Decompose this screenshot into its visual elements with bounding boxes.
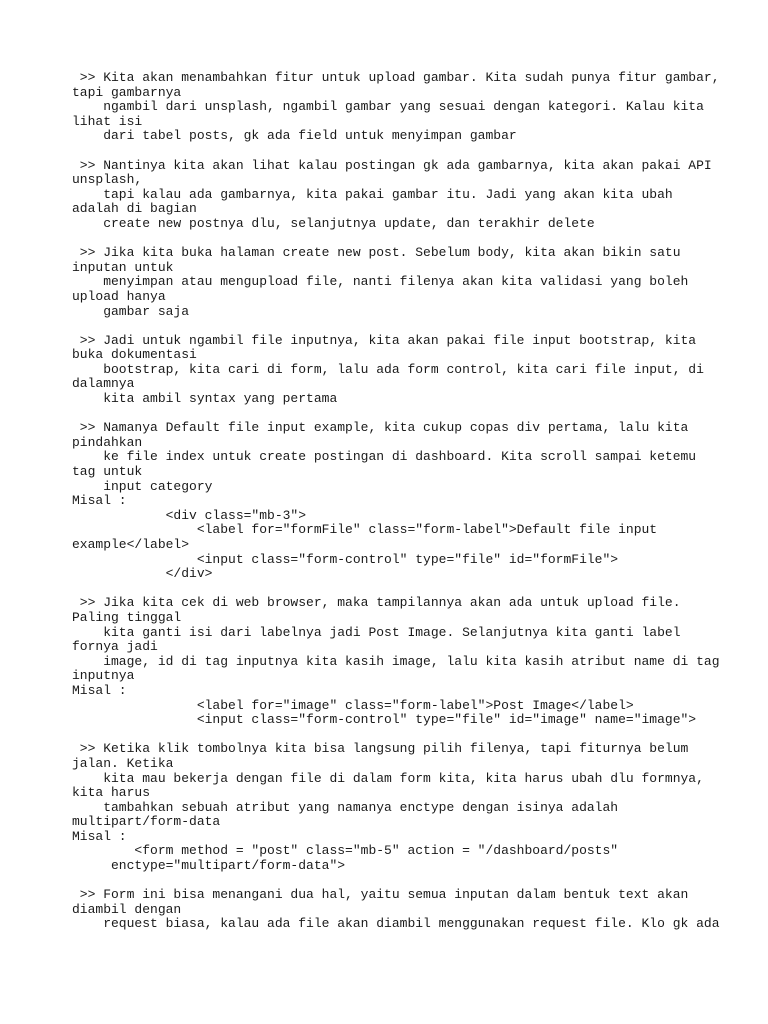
paragraph-block <box>72 595 720 728</box>
text-line: multipart/form-data <box>72 814 221 830</box>
text-line: tambahkan sebuah atribut yang namanya enctype dengan isinya adalah <box>72 799 619 815</box>
text-line: buka dokumentasi <box>72 347 197 363</box>
document-text <box>72 70 720 932</box>
text-line: <form method = "post" class="mb-5" action = "/dashboard/posts" <box>72 843 619 859</box>
paragraph-gap <box>72 319 712 334</box>
text-line: menyimpan atau mengupload file, nanti filenya akan kita validasi yang boleh <box>72 274 689 290</box>
text-line: tapi kalau ada gambarnya, kita pakai gambar itu. Jadi yang akan kita ubah <box>72 186 673 202</box>
paragraph-block <box>72 742 712 873</box>
paragraph-block <box>72 159 712 232</box>
text-line: dari tabel posts, gk ada field untuk menyimpan gambar <box>72 128 517 144</box>
text-line: tapi gambarnya <box>72 84 182 100</box>
text-line: upload hanya <box>72 288 166 304</box>
text-line: >> Jika kita cek di web browser, maka tampilannya akan ada untuk upload file. <box>72 595 681 611</box>
text-line: <div class="mb-3"> <box>72 507 307 523</box>
text-line: example</label> <box>72 537 190 552</box>
text-line: inputan untuk <box>72 259 174 275</box>
text-line: Misal : <box>72 828 127 844</box>
paragraph-gap <box>72 728 712 743</box>
text-line: Paling tinggal <box>72 609 182 625</box>
paragraph-block <box>72 421 712 582</box>
text-line: kita ambil syntax yang pertama <box>72 391 338 407</box>
text-line: >> Ketika klik tombolnya kita bisa langsung pilih filenya, tapi fiturnya belum <box>72 741 689 757</box>
paragraph-block <box>72 246 712 319</box>
text-line: >> Jadi untuk ngambil file inputnya, kita akan pakai file input bootstrap, kita <box>72 332 697 348</box>
paragraph-gap <box>72 144 712 159</box>
text-line: >> Form ini bisa menangani dua hal, yaitu semua inputan dalam bentuk text akan <box>72 887 689 903</box>
text-line: ngambil dari unsplash, ngambil gambar yang sesuai dengan kategori. Kalau kita <box>72 99 704 115</box>
text-line: input category <box>72 478 213 494</box>
paragraph-block <box>72 70 720 144</box>
text-line: fornya jadi <box>72 639 158 655</box>
text-line: pindahkan <box>72 434 143 450</box>
text-line: gambar saja <box>72 303 190 319</box>
text-line: enctype="multipart/form-data"> <box>72 858 346 874</box>
text-line: Misal : <box>72 493 127 509</box>
text-line: <label for="formFile" class="form-label">Default file input <box>72 522 658 538</box>
paragraph-block <box>72 887 720 932</box>
text-line: unsplash, <box>72 172 143 188</box>
text-line: bootstrap, kita cari di form, lalu ada form control, kita cari file input, di <box>72 361 704 377</box>
text-line: request biasa, kalau ada file akan diambil menggunakan request file. Klo gk ada <box>72 916 720 932</box>
text-line: >> Nantinya kita akan lihat kalau postingan gk ada gambarnya, kita akan pakai API <box>72 157 712 173</box>
text-line: image, id di tag inputnya kita kasih image, lalu kita kasih atribut name di tag <box>72 653 720 669</box>
text-line: kita harus <box>72 785 151 801</box>
text-line: lihat isi <box>72 113 143 129</box>
text-line: <input class="form-control" type="file" id="image" name="image"> <box>72 712 697 728</box>
text-line: create new postnya dlu, selanjutnya update, dan terakhir delete <box>72 215 595 231</box>
text-line: tag untuk <box>72 464 143 480</box>
text-line: ke file index untuk create postingan di dashboard. Kita scroll sampai ketemu <box>72 449 697 465</box>
text-line: diambil dengan <box>72 901 182 917</box>
paragraph-gap <box>72 582 712 597</box>
text-line: Misal : <box>72 682 127 698</box>
text-line: >> Namanya Default file input example, kita cukup copas div pertama, lalu kita <box>72 420 689 436</box>
text-line: >> Kita akan menambahkan fitur untuk upload gambar. Kita sudah punya fitur gambar, <box>72 70 720 85</box>
text-line: inputnya <box>72 668 135 684</box>
text-line: <input class="form-control" type="file" id="formFile"> <box>72 551 619 567</box>
text-line: dalamnya <box>72 376 135 392</box>
paragraph-gap <box>72 407 712 422</box>
paragraph-gap <box>72 232 712 247</box>
text-line: </div> <box>72 566 213 582</box>
text-line: >> Jika kita buka halaman create new post. Sebelum body, kita akan bikin satu <box>72 245 681 261</box>
text-line: jalan. Ketika <box>72 755 174 771</box>
text-line: adalah di bagian <box>72 201 197 217</box>
paragraph-gap <box>72 874 712 889</box>
text-line: kita mau bekerja dengan file di dalam form kita, kita harus ubah dlu formnya, <box>72 770 704 786</box>
text-line: kita ganti isi dari labelnya jadi Post Image. Selanjutnya kita ganti label <box>72 624 681 640</box>
text-line: <label for="image" class="form-label">Post Image</label> <box>72 697 634 713</box>
paragraph-block <box>72 334 712 407</box>
